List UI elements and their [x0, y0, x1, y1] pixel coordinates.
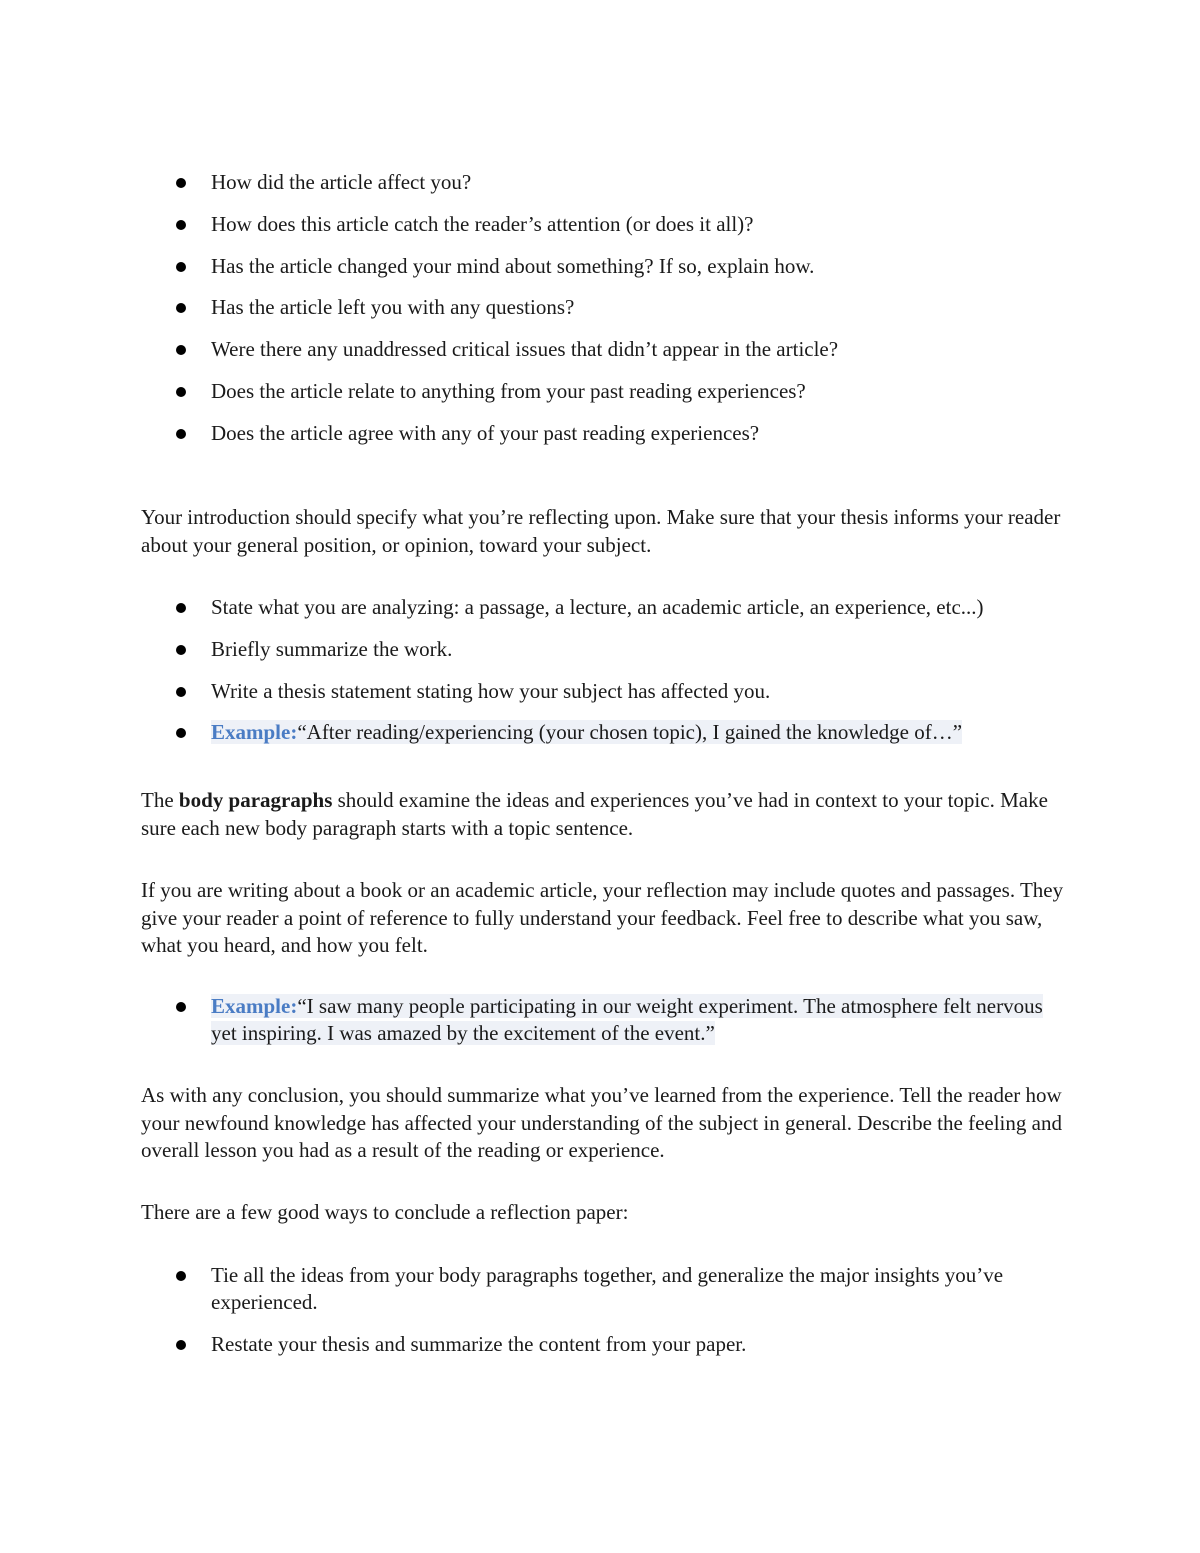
- intro-bullet-text: State what you are analyzing: a passage, a lecture, an academic article, an experience, etc...): [211, 595, 984, 619]
- conclude-intro-section: [141, 1199, 1066, 1227]
- bullet-icon: [176, 220, 186, 230]
- list-item: [141, 1331, 1066, 1358]
- intro-bullets-list: [141, 594, 1066, 746]
- intro-section: [141, 504, 1066, 559]
- question-text: Has the article left you with any questions?: [211, 295, 575, 320]
- example-text: “After reading/experiencing (your chosen topic), I gained the knowledge of…”: [297, 720, 963, 745]
- bullet-icon: [176, 303, 186, 313]
- conclude-bullets-list: [141, 1262, 1066, 1358]
- bullet-icon: [176, 178, 186, 188]
- intro-paragraph: Your introduction should specify what you’re reflecting upon. Make sure that your thesis informs your reader about your general position, or opinion, toward your subject.: [141, 505, 1061, 557]
- conclude-bullet-text: Restate your thesis and summarize the content from your paper.: [211, 1331, 747, 1356]
- list-item: [141, 169, 1066, 196]
- bullet-icon: [176, 262, 186, 272]
- conclude-bullets-section: [141, 1262, 1066, 1358]
- list-item: [141, 420, 1066, 447]
- bullet-icon: [176, 728, 186, 738]
- body-bold-term: body paragraphs: [178, 788, 333, 812]
- body-lead: The: [141, 788, 179, 812]
- question-text: Were there any unaddressed critical issues that didn’t appear in the article?: [211, 337, 839, 362]
- body-example: [211, 994, 1043, 1045]
- body-section: [141, 787, 1066, 842]
- list-item: [141, 1262, 1066, 1316]
- intro-example: [211, 720, 962, 744]
- example-label: Example:: [211, 720, 298, 745]
- question-text: How does this article catch the reader’s attention (or does it all)?: [211, 211, 754, 236]
- list-item: [141, 678, 1066, 705]
- list-item: [141, 636, 1066, 663]
- quotes-paragraph: If you are writing about a book or an academic article, your reflection may include quotes and passages. They give your reader a point of reference to fully understand your feedback. Feel free to describe what you saw, what you heard, and how you felt.: [141, 878, 1064, 957]
- conclusion-paragraph: As with any conclusion, you should summarize what you’ve learned from the experience. Tell the reader how your newfound knowledge has affected your understanding of the subject in general. Describe the feeling and overall lesson you had as a result of the reading or experience.: [141, 1083, 1062, 1162]
- intro-bullet-text: Write a thesis statement stating how your subject has affected you.: [211, 678, 771, 703]
- question-text: Does the article agree with any of your past reading experiences?: [211, 420, 760, 445]
- question-text: How did the article affect you?: [211, 170, 472, 194]
- conclude-intro: There are a few good ways to conclude a reflection paper:: [141, 1200, 629, 1224]
- question-text: Has the article changed your mind about something? If so, explain how.: [211, 253, 815, 278]
- conclude-bullet-text: Tie all the ideas from your body paragraphs together, and generalize the major insights you’ve experienced.: [211, 1263, 1004, 1314]
- bullet-icon: [176, 645, 186, 655]
- list-item: [141, 378, 1066, 405]
- bullet-icon: [176, 603, 186, 613]
- intro-bullets-section: [141, 594, 1066, 746]
- questions-section: [141, 169, 1066, 447]
- quotes-section: [141, 877, 1066, 960]
- list-item: [141, 253, 1066, 280]
- list-item: [141, 719, 1066, 746]
- intro-bullet-text: Briefly summarize the work.: [211, 636, 453, 661]
- body-example-list: [141, 993, 1066, 1047]
- bullet-icon: [176, 429, 186, 439]
- questions-list: [141, 169, 1066, 447]
- bullet-icon: [176, 1340, 186, 1350]
- bullet-icon: [176, 345, 186, 355]
- bullet-icon: [176, 1002, 186, 1012]
- bullet-icon: [176, 387, 186, 397]
- example-text: “I saw many people participating in our weight experiment. The atmosphere felt nervous yet inspiring. I was amazed by the excitement of the event.”: [211, 994, 1043, 1045]
- list-item: [141, 211, 1066, 238]
- body-rest: should examine the ideas and experiences you’ve had in context to your topic. Make sure each new body paragraph starts with a topic sentence.: [141, 788, 1048, 840]
- bullet-icon: [176, 1271, 186, 1281]
- list-item: [141, 594, 1066, 621]
- conclusion-section: [141, 1082, 1066, 1165]
- bullet-icon: [176, 687, 186, 697]
- list-item: [141, 294, 1066, 321]
- body-paragraph: [141, 787, 1066, 842]
- body-example-section: [141, 993, 1066, 1047]
- list-item: [141, 993, 1066, 1047]
- example-label: Example:: [211, 994, 298, 1018]
- question-text: Does the article relate to anything from your past reading experiences?: [211, 378, 806, 403]
- list-item: [141, 336, 1066, 363]
